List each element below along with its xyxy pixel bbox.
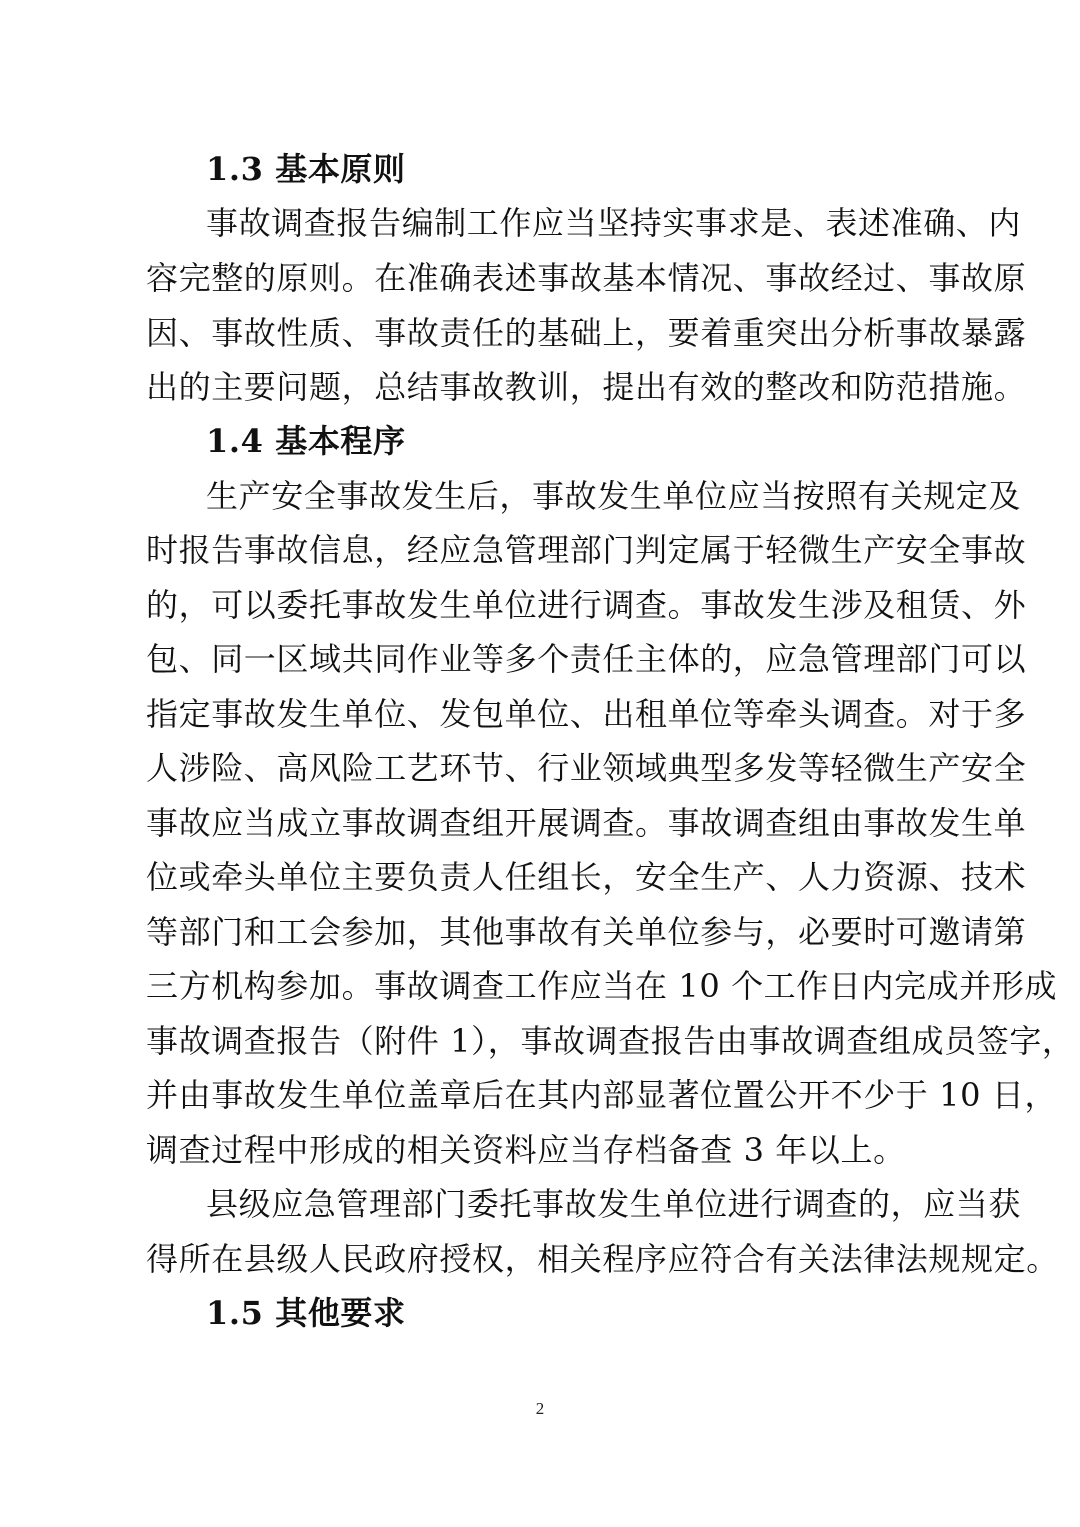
paragraph-line: 的，可以委托事故发生单位进行调查。事故发生涉及租赁、外: [146, 586, 1027, 624]
paragraph-line: 事故调查报告（附件 1），事故调查报告由事故调查组成员签字，: [146, 1022, 1075, 1060]
paragraph-line: 调查过程中形成的相关资料应当存档备查 3 年以上。: [146, 1131, 906, 1169]
section-heading-1-5: 1.5 其他要求: [206, 1294, 406, 1332]
paragraph-line: 容完整的原则。在准确表述事故基本情况、事故经过、事故原: [146, 259, 1027, 297]
paragraph-line: 县级应急管理部门委托事故发生单位进行调查的，应当获: [206, 1185, 1022, 1223]
paragraph-line: 位或牵头单位主要负责人任组长，安全生产、人力资源、技术: [146, 858, 1027, 896]
paragraph-line: 指定事故发生单位、发包单位、出租单位等牵头调查。对于多: [146, 695, 1027, 733]
paragraph-line: 因、事故性质、事故责任的基础上，要着重突出分析事故暴露: [146, 314, 1027, 352]
paragraph-line: 三方机构参加。事故调查工作应当在 10 个工作日内完成并形成: [146, 967, 1058, 1005]
section-heading-1-3: 1.3 基本原则: [206, 150, 406, 188]
paragraph-line: 出的主要问题，总结事故教训，提出有效的整改和防范措施。: [146, 368, 1027, 406]
page-number: 2: [535, 1399, 545, 1418]
paragraph-line: 人涉险、高风险工艺环节、行业领域典型多发等轻微生产安全: [146, 749, 1027, 787]
paragraph-line: 事故应当成立事故调查组开展调查。事故调查组由事故发生单: [146, 804, 1027, 842]
paragraph-line: 事故调查报告编制工作应当坚持实事求是、表述准确、内: [206, 204, 1022, 242]
paragraph-line: 等部门和工会参加，其他事故有关单位参与，必要时可邀请第: [146, 913, 1027, 951]
section-heading-1-4: 1.4 基本程序: [206, 422, 406, 460]
paragraph-line: 生产安全事故发生后，事故发生单位应当按照有关规定及: [206, 477, 1022, 515]
paragraph-line: 包、同一区域共同作业等多个责任主体的，应急管理部门可以: [146, 640, 1027, 678]
paragraph-line: 得所在县级人民政府授权，相关程序应符合有关法律法规规定。: [146, 1240, 1059, 1278]
paragraph-line: 时报告事故信息，经应急管理部门判定属于轻微生产安全事故: [146, 531, 1027, 569]
paragraph-line: 并由事故发生单位盖章后在其内部显著位置公开不少于 10 日，: [146, 1076, 1058, 1114]
